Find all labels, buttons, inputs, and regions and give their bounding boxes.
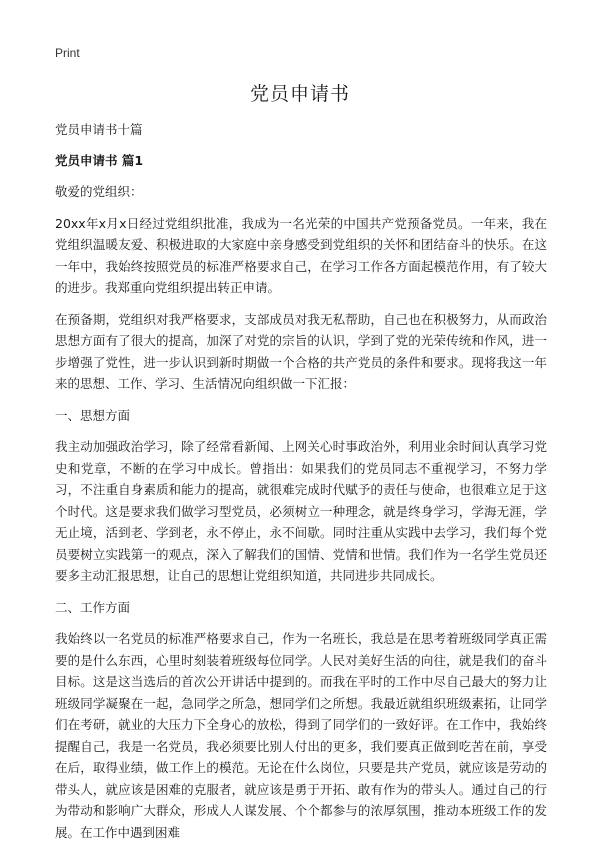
paragraph-work: 我始终以一名党员的标准严格要求自己，作为一名班长，我总是在思考着班级同学真正需要的是什么东西，心里时刻装着班级每位同学。人民对美好生活的向往，就是我们的奋斗目标。这是这当选后的首次公开讲话中提到的。而我在平时的工作中尽自己最大的努力让班级同学凝聚在一起，急同学之所急，想同学们之所想。我最近就组织班级素拓，让同学们在考研，就业的大压力下全身心的放松，得到了同学们的一致好评。在工作中，我始终提醒自己，我是一名党员，我必须要比别人付出的更多，我们要真正做到吃苦在前，享受在后，取得业绩，做工作上的模范。无论在什么岗位，只要是共产党员，就应该是劳动的带头人，就应该是困难的克服者，就应该是勇于开拓、敢有作为的带头人。通过自己的行为带动和影响广大群众，形成人人谋发展、个个都参与的浓厚氛围，推动本班级工作的发展。在工作中遇到困难: [55, 631, 547, 840]
print-label: Print: [55, 46, 80, 60]
heading-thought: 一、思想方面: [55, 407, 131, 423]
document-body: [55, 181, 547, 853]
document-subtitle: 党员申请书十篇: [55, 122, 143, 137]
paragraph-intro: 20xx年x月x日经过党组织批准，我成为一名光荣的中国共产党预备党员。一年来，我在党组织温暖友爱、积极进取的大家庭中亲身感受到党组织的关怀和团结奋斗的快乐。在这一年中，我始终按照党员的标准严格要求自己，在学习工作各方面起模范作用，有了较大的进步。我郑重向党组织提出转正申请。: [55, 215, 547, 295]
heading-work: 二、工作方面: [55, 599, 131, 615]
paragraph-thought: 我主动加强政治学习，除了经常看新闻、上网关心时事政治外，利用业余时间认真学习党史和党章，不断的在学习中成长。曾指出：如果我们的党员同志不重视学习，不努力学习，不注重自身素质和能力的提高，就很难完成时代赋予的责任与使命，也很难立足于这个时代。这是要求我们做学习型党员，必须树立一种理念，就是终身学习，学海无涯，学无止境，活到老、学到老，永不停止，永不间歇。同时注重从实践中去学习，我们每个党员要树立实践第一的观点，深入了解我们的国情、党情和世情。我们作为一名学生党员还要多主动汇报思想，让自己的思想让党组织知道，共同进步共同成长。: [55, 439, 547, 583]
paragraph-probation: 在预备期，党组织对我严格要求，支部成员对我无私帮助，自己也在积极努力，从而政治思想方面有了很大的提高，加深了对党的宗旨的认识，学到了党的光荣传统和作风，进一步增强了党性，进一步认识到新时期做一个合格的共产党员的条件和要求。现将我这一年来的思想、工作、学习、生活情况向组织做一下汇报：: [55, 311, 547, 391]
greeting: 敬爱的党组织：: [55, 184, 143, 199]
section-title: 党员申请书 篇1: [55, 153, 144, 168]
document-title: 党员申请书: [249, 83, 350, 105]
